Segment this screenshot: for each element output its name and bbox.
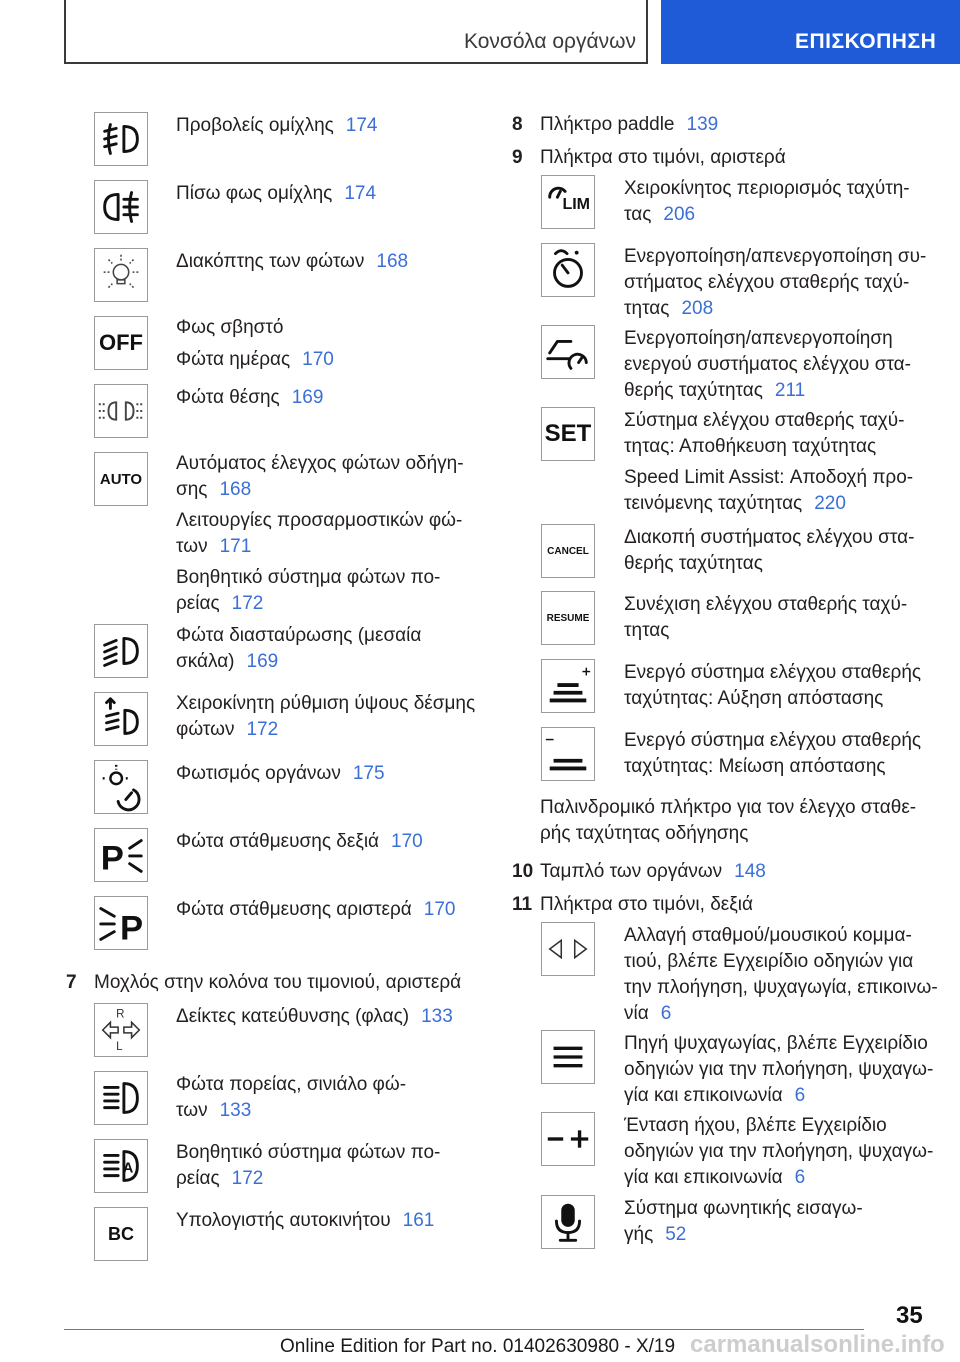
entry-label: Ενεργοποίηση/απενεργοποίηση συ- bbox=[624, 246, 927, 267]
edition-text: Online Edition for Part no. 01402630980 - X/19 bbox=[280, 1336, 676, 1357]
cancel-icon bbox=[541, 524, 595, 578]
entry-text bbox=[176, 898, 456, 922]
svg-text:P: P bbox=[100, 839, 124, 878]
item-title bbox=[540, 146, 786, 170]
entry-text bbox=[624, 1002, 671, 1026]
page-reference-link[interactable]: 172 bbox=[231, 593, 264, 614]
parking-light-left-icon bbox=[94, 896, 148, 950]
entry-text bbox=[624, 177, 910, 201]
entry-text bbox=[624, 466, 913, 490]
entry-label: τητας: Αποθήκευση ταχύτητας bbox=[624, 436, 877, 457]
entry-text bbox=[624, 297, 713, 321]
entry-text bbox=[624, 755, 886, 779]
entry-label: Σύστημα φωνητικής εισαγω- bbox=[624, 1198, 863, 1219]
entry-label: Αυτόματος έλεγχος φώτων οδήγη- bbox=[176, 453, 464, 474]
entry-text bbox=[624, 1140, 933, 1164]
entry-text bbox=[624, 976, 938, 1000]
tab-overview[interactable] bbox=[661, 0, 960, 64]
entry-text bbox=[624, 492, 846, 516]
page-number: 35 bbox=[896, 1302, 923, 1329]
entry-label: Διακοπή συστήματος ελέγχου στα- bbox=[624, 527, 915, 548]
footer-divider bbox=[64, 1329, 864, 1330]
item-title-label: Ταμπλό των οργάνων bbox=[540, 861, 723, 882]
entry-text bbox=[624, 593, 907, 617]
entry-text bbox=[624, 379, 805, 403]
page-reference-link[interactable]: 161 bbox=[402, 1210, 435, 1231]
entry-label: ρείας bbox=[176, 1168, 220, 1189]
page-reference-link[interactable]: 139 bbox=[686, 114, 719, 135]
watermark: carmanualsonline.info bbox=[690, 1331, 945, 1358]
svg-text:A: A bbox=[122, 1160, 134, 1177]
entertainment-source-icon bbox=[541, 1030, 595, 1084]
entry-label: Βοηθητικό σύστημα φώτων πο- bbox=[176, 1142, 441, 1163]
entry-text bbox=[176, 509, 462, 533]
turn-signal-icon bbox=[94, 1003, 148, 1057]
section-title: Κονσόλα οργάνων bbox=[464, 30, 636, 53]
entry-label: οδηγιών για την πλοήγηση, ψυχαγω- bbox=[624, 1141, 934, 1162]
entry-label: οδηγιών για την πλοήγηση, ψυχαγω- bbox=[624, 1059, 934, 1080]
rocker-description: Παλινδρομικό πλήκτρο για τον έλεγχο σταθε- bbox=[540, 797, 917, 818]
item-title-label: Πλήκτρα στο τιμόνι, αριστερά bbox=[540, 147, 786, 168]
page-reference-link[interactable]: 211 bbox=[774, 380, 806, 401]
page-reference-link[interactable]: 169 bbox=[291, 387, 324, 408]
entry-text bbox=[176, 650, 278, 674]
resume-icon bbox=[541, 591, 595, 645]
parking-lights-icon bbox=[94, 384, 148, 438]
entry-label: τεινόμενης ταχύτητας bbox=[624, 493, 803, 514]
entry-label: θερής ταχύτητας bbox=[624, 380, 763, 401]
entry-label: Βοηθητικό σύστημα φώτων πο- bbox=[176, 567, 441, 588]
page-reference-link[interactable]: 168 bbox=[219, 479, 252, 500]
page-reference-link[interactable]: 174 bbox=[344, 183, 377, 204]
headlight-range-icon bbox=[94, 692, 148, 746]
entry-text bbox=[624, 409, 905, 433]
entry-label: Speed Limit Assist: Αποδοχή προ- bbox=[624, 467, 914, 488]
entry-text bbox=[624, 687, 883, 711]
entry-text bbox=[176, 386, 323, 410]
auto-icon bbox=[94, 452, 148, 506]
entry-text bbox=[176, 692, 475, 716]
cruise-control-icon bbox=[541, 243, 595, 297]
entry-text bbox=[624, 950, 913, 974]
entry-text bbox=[176, 114, 378, 138]
entry-label: ενεργού συστήματος ελέγχου στα- bbox=[624, 354, 911, 375]
page-reference-link[interactable]: 175 bbox=[352, 763, 385, 784]
page-reference-link[interactable]: 220 bbox=[814, 493, 846, 514]
microphone-icon bbox=[541, 1195, 595, 1249]
page-reference-link[interactable]: 206 bbox=[663, 204, 696, 225]
entry-text bbox=[624, 1197, 863, 1221]
entry-label: Φώτα στάθμευσης δεξιά bbox=[176, 831, 380, 852]
entry-text bbox=[624, 353, 911, 377]
entry-label: θερής ταχύτητας bbox=[624, 553, 763, 574]
page-reference-link[interactable]: 172 bbox=[246, 719, 279, 740]
entry-label: σκάλα) bbox=[176, 651, 235, 672]
page-reference-link[interactable]: 174 bbox=[345, 115, 378, 136]
entry-label: Φώτα ημέρας bbox=[176, 349, 291, 370]
fog-lights-front-icon bbox=[94, 112, 148, 166]
entry-text bbox=[624, 552, 763, 576]
entry-text bbox=[176, 250, 408, 274]
page-reference-link[interactable]: 52 bbox=[665, 1224, 687, 1245]
entry-text bbox=[624, 1084, 805, 1108]
page-reference-link[interactable]: 168 bbox=[376, 251, 409, 272]
entry-label: γία και επικοινωνία bbox=[624, 1167, 783, 1188]
page-reference-link[interactable]: 148 bbox=[734, 861, 766, 882]
entry-text bbox=[176, 624, 421, 648]
distance-decrease-icon bbox=[541, 727, 595, 781]
instrument-lighting-icon bbox=[94, 760, 148, 814]
entry-text bbox=[624, 203, 695, 227]
page-reference-link[interactable]: 172 bbox=[231, 1168, 264, 1189]
entry-label: γής bbox=[624, 1224, 654, 1245]
entry-label: γία και επικοινωνία bbox=[624, 1085, 783, 1106]
entry-text bbox=[176, 478, 251, 502]
parking-light-right-icon bbox=[94, 828, 148, 882]
entry-label: Αλλαγή σταθμού/μουσικού κομμα- bbox=[624, 925, 912, 946]
entry-text bbox=[624, 729, 921, 753]
entry-text bbox=[176, 718, 278, 742]
entry-text bbox=[176, 830, 423, 854]
page-reference-link[interactable]: 133 bbox=[421, 1006, 453, 1027]
entry-label: φώτων bbox=[176, 719, 235, 740]
entry-label: σης bbox=[176, 479, 208, 500]
icon-label: OFF bbox=[99, 330, 143, 355]
item-title-label: Μοχλός στην κολόνα του τιμονιού, αριστερά bbox=[94, 972, 462, 993]
entry-label: στήματος ελέγχου σταθερής ταχύ- bbox=[624, 272, 910, 293]
light-switch-icon bbox=[94, 248, 148, 302]
entry-text bbox=[624, 661, 921, 685]
page-reference-link[interactable]: 6 bbox=[794, 1167, 806, 1188]
speed-limiter-icon bbox=[541, 175, 595, 229]
page-reference-link[interactable]: 6 bbox=[794, 1085, 806, 1106]
entry-text bbox=[176, 1141, 440, 1165]
entry-text bbox=[624, 924, 912, 948]
svg-text:R: R bbox=[116, 1008, 125, 1021]
entry-label: Ενεργό σύστημα ελέγχου σταθερής bbox=[624, 662, 922, 683]
page-reference-link[interactable]: 6 bbox=[660, 1003, 672, 1024]
entry-text bbox=[176, 762, 385, 786]
entry-text bbox=[176, 1209, 434, 1233]
icon-label: AUTO bbox=[99, 470, 143, 488]
fog-light-rear-icon bbox=[94, 180, 148, 234]
icon-label: CANCEL bbox=[547, 545, 589, 557]
entry-label: των bbox=[176, 536, 208, 557]
svg-text:P: P bbox=[120, 909, 144, 948]
entry-text bbox=[624, 327, 893, 351]
entry-text bbox=[624, 1032, 928, 1056]
entry-text bbox=[176, 592, 263, 616]
distance-increase-icon bbox=[541, 659, 595, 713]
entry-text bbox=[176, 1167, 263, 1191]
active-cruise-icon bbox=[541, 325, 595, 379]
entry-label: Φως σβηστό bbox=[176, 317, 284, 338]
entry-label: Ενεργοποίηση/απενεργοποίηση bbox=[624, 328, 893, 349]
icon-label: BC bbox=[108, 1223, 134, 1244]
page-reference-link[interactable]: 133 bbox=[219, 1100, 252, 1121]
item-title bbox=[540, 893, 753, 917]
entry-label: Δείκτες κατεύθυνσης (φλας) bbox=[176, 1006, 410, 1027]
entry-text bbox=[176, 452, 464, 476]
entry-label: Φώτα θέσης bbox=[176, 387, 280, 408]
entry-label: Χειροκίνητος περιορισμός ταχύτη- bbox=[624, 178, 910, 199]
bc-icon bbox=[94, 1207, 148, 1261]
high-beam-assist-icon bbox=[94, 1139, 148, 1193]
page-reference-link[interactable]: 171 bbox=[219, 536, 252, 557]
entry-label: Συνέχιση ελέγχου σταθερής ταχύ- bbox=[624, 594, 908, 615]
entry-label: των bbox=[176, 1100, 208, 1121]
station-track-icon bbox=[541, 922, 595, 976]
entry-label: τητας bbox=[624, 298, 670, 319]
entry-label: Υπολογιστής αυτοκινήτου bbox=[176, 1210, 391, 1231]
entry-text bbox=[176, 535, 251, 559]
entry-label: τιού, βλέπε Εγχειρίδιο οδηγιών για bbox=[624, 951, 914, 972]
entry-label: Σύστημα ελέγχου σταθερής ταχύ- bbox=[624, 410, 905, 431]
entry-label: Φώτα πορείας, σινιάλο φώ- bbox=[176, 1074, 407, 1095]
icon-label: LIM bbox=[562, 196, 590, 213]
entry-text bbox=[176, 1005, 453, 1029]
entry-label: ρείας bbox=[176, 593, 220, 614]
entry-text bbox=[624, 1166, 805, 1190]
page-reference-link[interactable]: 170 bbox=[423, 899, 456, 920]
entry-label: Ενεργό σύστημα ελέγχου σταθερής bbox=[624, 730, 922, 751]
page-reference-link[interactable]: 170 bbox=[302, 349, 334, 370]
item-title-label: Πλήκτρο paddle bbox=[540, 114, 675, 135]
page-reference-link[interactable]: 208 bbox=[681, 298, 714, 319]
entry-text bbox=[624, 245, 926, 269]
entry-label: τητας bbox=[624, 620, 670, 641]
entry-text bbox=[624, 1058, 933, 1082]
off-icon bbox=[94, 316, 148, 370]
entry-text bbox=[624, 1114, 887, 1138]
page-reference-link[interactable]: 170 bbox=[391, 831, 423, 852]
icon-label: RESUME bbox=[546, 612, 590, 624]
item-number: 8 bbox=[512, 114, 523, 135]
entry-label: Πίσω φως ομίχλης bbox=[176, 183, 333, 204]
header-box bbox=[64, 0, 648, 64]
entry-label: Πηγή ψυχαγωγίας, βλέπε Εγχειρίδιο bbox=[624, 1033, 928, 1054]
item-title-label: Πλήκτρα στο τιμόνι, δεξιά bbox=[540, 894, 753, 915]
entry-text bbox=[176, 1099, 251, 1123]
entry-label: Διακόπτης των φώτων bbox=[176, 251, 365, 272]
item-number: 10 bbox=[512, 861, 534, 882]
tab-overview-label: ΕΠΙΣΚΟΠΗΣΗ bbox=[795, 30, 937, 53]
item-title bbox=[540, 860, 766, 884]
entry-text bbox=[624, 619, 669, 643]
entry-text bbox=[624, 1223, 686, 1247]
item-title bbox=[94, 971, 461, 995]
volume-icon bbox=[541, 1112, 595, 1166]
entry-label: Φώτα στάθμευσης αριστερά bbox=[176, 899, 412, 920]
set-icon bbox=[541, 407, 595, 461]
entry-label: ταχύτητας: Αύξηση απόστασης bbox=[624, 688, 884, 709]
entry-text bbox=[176, 348, 334, 372]
entry-label: τας bbox=[624, 204, 652, 225]
svg-text:L: L bbox=[116, 1041, 123, 1054]
entry-label: Λειτουργίες προσαρμοστικών φώ- bbox=[176, 510, 463, 531]
item-title bbox=[540, 113, 718, 137]
item-number: 7 bbox=[66, 972, 77, 993]
page-reference-link[interactable]: 169 bbox=[246, 651, 279, 672]
entry-label: νία bbox=[624, 1003, 649, 1024]
entry-label: Ένταση ήχου, βλέπε Εγχειρίδιο bbox=[624, 1115, 887, 1136]
item-number: 9 bbox=[512, 147, 523, 168]
entry-text bbox=[624, 435, 876, 459]
entry-label: την πλοήγηση, ψυχαγωγία, επικοινω- bbox=[624, 977, 938, 998]
icon-label: SET bbox=[544, 420, 592, 447]
entry-text bbox=[624, 526, 914, 550]
entry-text bbox=[176, 316, 283, 340]
low-beam-icon bbox=[94, 624, 148, 678]
rocker-description: ρής ταχύτητας οδήγησης bbox=[540, 823, 749, 844]
entry-text bbox=[624, 271, 909, 295]
entry-text bbox=[176, 182, 376, 206]
entry-label: ταχύτητας: Μείωση απόστασης bbox=[624, 756, 886, 777]
item-number: 11 bbox=[512, 894, 533, 915]
entry-label: Φωτισμός οργάνων bbox=[176, 763, 341, 784]
entry-label: Φώτα διασταύρωσης (μεσαία bbox=[176, 625, 422, 646]
entry-text bbox=[176, 1073, 406, 1097]
high-beam-icon bbox=[94, 1071, 148, 1125]
entry-text bbox=[176, 566, 440, 590]
entry-label: Χειροκίνητη ρύθμιση ύψους δέσμης bbox=[176, 693, 476, 714]
entry-label: Προβολείς ομίχλης bbox=[176, 115, 334, 136]
